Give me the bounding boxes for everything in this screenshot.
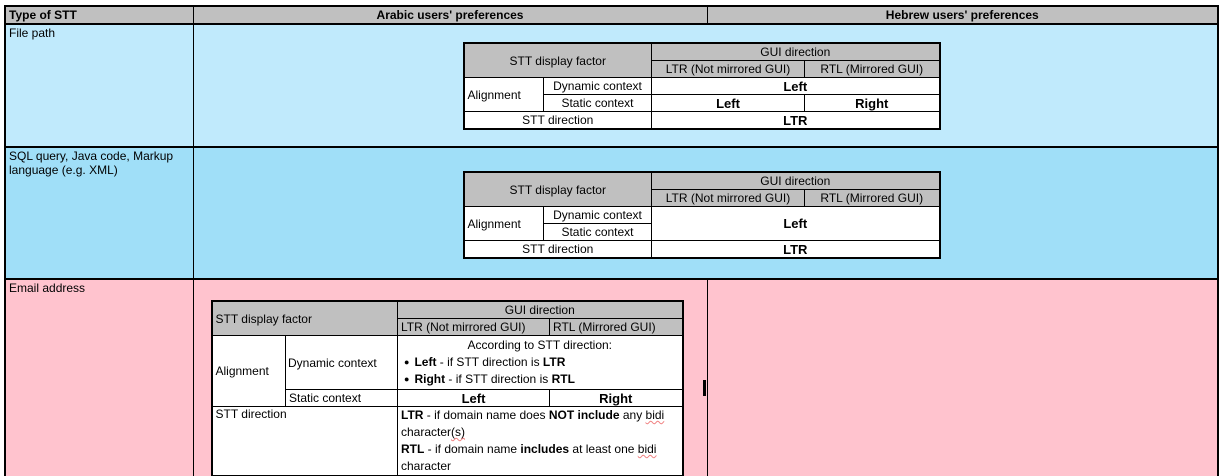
row-label-email-address: Email address — [5, 279, 193, 476]
gui-direction-header: GUI direction — [398, 301, 683, 319]
alignment-label: Alignment — [464, 78, 544, 112]
alignment-value: Left — [652, 207, 940, 241]
misspelled-word: (s) — [451, 425, 466, 439]
sql-preferences-cell — [193, 147, 1218, 279]
static-rtl-value: Right — [550, 390, 683, 407]
bullet-term: Left — [414, 355, 437, 369]
stt-direction-label: STT direction — [464, 112, 652, 130]
rule-text: - if domain name — [424, 442, 521, 456]
row-label-file-path: File path — [5, 24, 193, 147]
header-row — [5, 6, 1218, 24]
header-type-of-stt: Type of STT — [5, 6, 193, 24]
gui-direction-header: GUI direction — [652, 43, 940, 61]
border-tick — [703, 380, 706, 396]
stt-display-factor-header: STT display factor — [464, 172, 652, 207]
rtl-gui-header: RTL (Mirrored GUI) — [805, 61, 940, 78]
dynamic-context-label: Dynamic context — [286, 336, 398, 390]
bullet-value: LTR — [542, 355, 566, 369]
row-label-sql-java-markup: SQL query, Java code, Markup language (e.g. XML) — [5, 147, 193, 279]
bullet-text: - if STT direction is — [445, 372, 552, 386]
rtl-gui-header: RTL (Mirrored GUI) — [805, 190, 940, 207]
table-row — [464, 241, 940, 259]
bullet-value: RTL — [551, 372, 575, 386]
bullet-icon: ● — [404, 357, 410, 367]
table-row — [212, 301, 683, 319]
file-path-preferences-cell — [193, 24, 1218, 147]
rule-text: character — [401, 459, 452, 473]
row-file-path — [5, 24, 1218, 147]
nested-table-sql — [463, 171, 941, 259]
stt-direction-label: STT direction — [212, 407, 398, 476]
nested-table-file-path — [463, 42, 941, 130]
rule-text: - if domain name does — [423, 408, 549, 422]
dynamic-bullet-left — [400, 354, 680, 371]
rule-term: RTL — [401, 442, 425, 456]
dynamic-context-label: Dynamic context — [544, 207, 652, 224]
bullet-text: - if STT direction is — [436, 355, 543, 369]
static-context-label: Static context — [544, 224, 652, 241]
table-row — [464, 43, 940, 61]
static-context-label: Static context — [286, 390, 398, 407]
rule-emphasis: includes — [520, 442, 570, 456]
stt-display-factor-header: STT display factor — [464, 43, 652, 78]
table-row — [212, 407, 683, 476]
bullet-icon: ● — [404, 374, 410, 384]
ltr-gui-header: LTR (Not mirrored GUI) — [652, 61, 805, 78]
stt-display-factor-header: STT display factor — [212, 301, 398, 336]
rule-term: LTR — [401, 408, 424, 422]
rule-emphasis: NOT include — [548, 408, 620, 422]
rule-text: any — [619, 408, 646, 422]
stt-direction-value: LTR — [652, 112, 940, 130]
static-ltr-value: Left — [398, 390, 550, 407]
alignment-label: Alignment — [212, 336, 286, 407]
dynamic-intro: According to STT direction: — [467, 338, 612, 352]
stt-direction-rule-rtl — [401, 441, 673, 475]
rule-text: at least one — [569, 442, 638, 456]
dynamic-context-label: Dynamic context — [544, 78, 652, 95]
rule-text: character — [401, 425, 452, 439]
stt-direction-value — [398, 407, 683, 476]
stt-direction-label: STT direction — [464, 241, 652, 259]
bullet-term: Right — [414, 372, 446, 386]
table-row — [464, 112, 940, 130]
header-hebrew-preferences: Hebrew users' preferences — [707, 6, 1218, 24]
email-arabic-preferences-cell — [193, 279, 707, 476]
static-ltr-value: Left — [652, 95, 805, 112]
dynamic-alignment-value — [398, 336, 683, 390]
table-row — [464, 78, 940, 95]
nested-table-email — [211, 300, 684, 476]
row-sql-java-markup — [5, 147, 1218, 279]
dynamic-bullet-right — [400, 371, 680, 388]
table-row — [464, 172, 940, 190]
dynamic-alignment-value: Left — [652, 78, 940, 95]
table-row — [212, 336, 683, 390]
row-email-address — [5, 279, 1218, 476]
stt-preferences-table — [4, 5, 1219, 476]
alignment-label: Alignment — [464, 207, 544, 241]
misspelled-word: bidi — [645, 408, 665, 422]
ltr-gui-header: LTR (Not mirrored GUI) — [398, 319, 550, 336]
stt-direction-rule-ltr — [401, 407, 673, 441]
misspelled-word: bidi — [637, 442, 657, 456]
table-row — [464, 207, 940, 224]
email-hebrew-preferences-cell — [707, 279, 1218, 476]
ltr-gui-header: LTR (Not mirrored GUI) — [652, 190, 805, 207]
static-context-label: Static context — [544, 95, 652, 112]
rtl-gui-header: RTL (Mirrored GUI) — [550, 319, 683, 336]
header-arabic-preferences: Arabic users' preferences — [193, 6, 707, 24]
stt-direction-value: LTR — [652, 241, 940, 259]
gui-direction-header: GUI direction — [652, 172, 940, 190]
static-rtl-value: Right — [805, 95, 940, 112]
